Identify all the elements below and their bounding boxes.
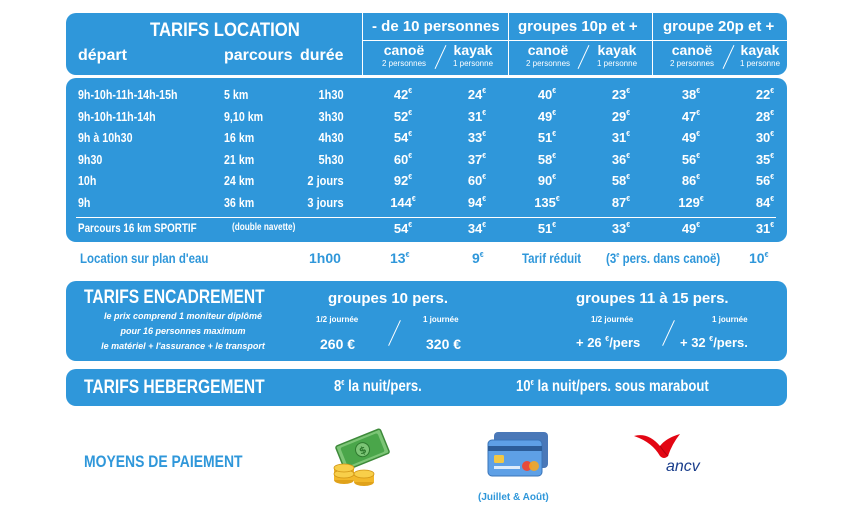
duree-text: 2 jours — [307, 173, 344, 188]
price-cell — [660, 130, 722, 145]
parcours-cell — [224, 152, 261, 167]
sportif-note — [232, 222, 309, 233]
euro-sign: € — [482, 195, 487, 203]
euro-sign: € — [482, 222, 487, 229]
euro-sign: € — [770, 88, 775, 95]
euro-sign: € — [482, 131, 487, 138]
price-cell — [372, 173, 434, 188]
kayak-sub-2: 1 personne — [596, 59, 638, 68]
price-cell — [446, 130, 508, 145]
group-title-1: - de 10 personnes — [372, 18, 500, 35]
euro-sign: € — [626, 109, 631, 117]
price-value: 29 — [611, 108, 627, 124]
parcours-cell — [224, 195, 261, 210]
price-value: 23 — [611, 87, 627, 102]
price-value: 56 — [681, 151, 697, 167]
euro-sign: € — [699, 195, 704, 203]
price-cell — [372, 109, 434, 124]
depart-cell — [78, 109, 173, 124]
depart-text: 9h à 10h30 — [78, 130, 133, 145]
table-row — [66, 151, 787, 171]
price-cell — [590, 130, 652, 145]
price-value: 22 — [755, 87, 771, 102]
parcours-cell — [224, 173, 261, 188]
group-title-2: groupes 10p et + — [518, 18, 638, 35]
price-cell — [516, 173, 578, 188]
price-value: 36 — [611, 151, 627, 167]
tarif-reduit-label: Tarif réduit — [522, 250, 582, 266]
price-value: 33 — [467, 130, 483, 145]
price-value: 37 — [467, 151, 483, 167]
euro-sign: € — [552, 131, 557, 138]
euro-sign: € — [408, 222, 413, 229]
price-value: 54 — [393, 130, 409, 145]
price-value: 52 — [393, 108, 409, 124]
price-cell — [660, 152, 722, 167]
group1-title: groupes 10 pers. — [328, 290, 449, 307]
euro-sign: € — [626, 152, 631, 160]
depart-cell — [78, 130, 145, 145]
price-value: 129 — [678, 194, 700, 210]
euro-sign: € — [626, 174, 631, 181]
price-value: 87 — [611, 194, 627, 210]
location-title: TARIFS LOCATION — [150, 20, 300, 41]
price-value: 35 — [755, 151, 771, 167]
group2-full-price: + 32 €/pers. — [680, 335, 748, 350]
price-value: 92 — [393, 173, 409, 188]
duree-text: 3h30 — [318, 108, 344, 124]
price-cell — [590, 87, 652, 102]
euro-sign: € — [626, 88, 631, 95]
group2-half-price: + 26 €/pers — [576, 335, 641, 350]
price-cell — [446, 195, 508, 210]
price-value: 31 — [467, 108, 483, 124]
paiement-title: MOYENS DE PAIEMENT — [84, 452, 243, 471]
price-value: 49 — [681, 130, 697, 145]
price-value: 60 — [393, 151, 409, 167]
price-cell — [660, 221, 722, 236]
canoe-sub-3: 2 personnes — [669, 59, 715, 68]
price-cell — [590, 221, 652, 236]
kayak-header-1: kayak — [453, 42, 493, 58]
euro-sign: € — [696, 131, 701, 138]
plan-eau-label: Location sur plan d'eau — [80, 250, 209, 266]
euro-sign: € — [408, 109, 413, 117]
price-cell — [372, 195, 434, 210]
price-table-panel — [66, 78, 787, 242]
group1-full-label: 1 journée — [423, 315, 459, 324]
price-value: 90 — [537, 173, 553, 188]
euro-sign: € — [696, 109, 701, 117]
price-cell — [516, 87, 578, 102]
depart-cell — [78, 87, 199, 102]
kayak-header-2: kayak — [597, 42, 637, 58]
sportif-row — [66, 221, 787, 241]
group1-full-price: 320 € — [426, 336, 462, 352]
canoe-sub-1: 2 personnes — [381, 59, 427, 68]
kayak-sub-3: 1 personne — [739, 59, 781, 68]
price-cell — [446, 221, 508, 236]
euro-sign: € — [552, 222, 557, 229]
hebergement-price-2: 10€ la nuit/pers. sous marabout — [516, 378, 709, 395]
price-cell — [372, 152, 434, 167]
parcours-text: 21 km — [224, 151, 255, 167]
table-row — [66, 108, 787, 128]
euro-sign: € — [552, 152, 557, 160]
depart-cell — [78, 152, 108, 167]
price-value: 60 — [467, 173, 483, 188]
tarif-reduit-price: 10€ — [749, 250, 769, 266]
table-row — [66, 129, 787, 149]
euro-sign: € — [770, 195, 775, 203]
duree-text: 3 jours — [307, 194, 344, 210]
encadrement-note-1: le prix comprend 1 moniteur diplômé — [103, 311, 263, 321]
price-cell — [734, 152, 796, 167]
price-value: 94 — [467, 194, 483, 210]
location-header-panel — [66, 13, 787, 75]
duree-cell — [276, 109, 344, 124]
ancv-logo-icon — [630, 430, 716, 480]
duree-cell — [276, 173, 344, 188]
euro-sign: € — [552, 88, 557, 95]
plan-eau-duree: 1h00 — [309, 250, 341, 266]
svg-text:$: $ — [357, 444, 369, 458]
col-parcours-label: parcours — [224, 47, 293, 64]
euro-sign: € — [552, 109, 557, 117]
parcours-cell — [224, 130, 261, 145]
price-value: 51 — [537, 130, 553, 145]
depart-text: 9h-10h-11h-14h — [78, 108, 156, 124]
euro-sign: € — [696, 174, 701, 181]
price-value: 54 — [393, 221, 409, 236]
parcours-text: 36 km — [224, 194, 255, 210]
price-value: 40 — [537, 87, 553, 102]
slash-1 — [435, 45, 447, 69]
price-cell — [590, 152, 652, 167]
plan-eau-kayak-price: 9€ — [472, 250, 484, 266]
euro-sign: € — [770, 131, 775, 138]
price-cell — [590, 195, 652, 210]
group-title-3: groupe 20p et + — [663, 18, 775, 35]
price-cell — [590, 173, 652, 188]
group2-slash — [662, 320, 675, 346]
price-value: 30 — [755, 130, 771, 145]
header-divider-1 — [362, 13, 363, 75]
canoe-header-2: canoë — [527, 42, 569, 58]
col-duree-label: durée — [300, 47, 344, 64]
duree-text: 4h30 — [318, 130, 344, 145]
parcours-cell — [224, 109, 272, 124]
euro-sign: € — [482, 152, 487, 160]
price-value: 47 — [681, 108, 697, 124]
price-cell — [734, 130, 796, 145]
credit-card-icon — [484, 428, 552, 480]
sportif-separator — [76, 217, 776, 218]
euro-sign: € — [411, 195, 416, 203]
price-cell — [372, 221, 434, 236]
euro-sign: € — [770, 174, 775, 181]
kayak-header-3: kayak — [740, 42, 780, 58]
euro-sign: € — [482, 109, 487, 117]
plan-eau-canoe-price: 13€ — [390, 250, 410, 266]
price-cell — [446, 87, 508, 102]
header-divider-3 — [652, 13, 653, 75]
price-cell — [660, 109, 722, 124]
euro-sign: € — [626, 222, 631, 229]
euro-sign: € — [408, 174, 413, 181]
group1-half-label: 1/2 journée — [316, 315, 359, 324]
kayak-sub-1: 1 personne — [452, 59, 494, 68]
euro-sign: € — [482, 88, 487, 95]
header-divider-2 — [508, 13, 509, 75]
parcours-text: 5 km — [224, 87, 249, 102]
tarif-reduit-detail: (3e pers. dans canoë) — [606, 250, 721, 266]
group2-full-label: 1 journée — [712, 315, 748, 324]
depart-text: 9h — [78, 194, 91, 210]
duree-cell — [276, 152, 344, 167]
slash-3 — [723, 45, 735, 69]
group1-slash — [388, 320, 401, 346]
euro-sign: € — [696, 222, 701, 229]
price-cell — [446, 109, 508, 124]
parcours-text: 16 km — [224, 130, 255, 145]
price-cell — [516, 221, 578, 236]
price-cell — [734, 87, 796, 102]
cash-icon — [330, 428, 394, 488]
euro-sign: € — [770, 222, 775, 229]
price-cell — [660, 195, 722, 210]
price-value: 49 — [537, 108, 553, 124]
euro-sign: € — [770, 109, 775, 117]
price-value: 42 — [393, 87, 409, 102]
canoe-header-3: canoë — [671, 42, 713, 58]
parcours-text: 24 km — [224, 173, 255, 188]
table-row — [66, 194, 787, 214]
euro-sign: € — [408, 88, 413, 95]
canoe-header-1: canoë — [383, 42, 425, 58]
ancv-text: ancv — [666, 458, 700, 475]
price-cell — [734, 173, 796, 188]
price-value: 33 — [611, 221, 627, 236]
sportif-label — [78, 221, 223, 235]
euro-sign: € — [552, 174, 557, 181]
euro-sign: € — [626, 131, 631, 138]
encadrement-title: TARIFS ENCADREMENT — [84, 287, 265, 308]
duree-text: 5h30 — [318, 151, 344, 167]
price-cell — [734, 195, 796, 210]
encadrement-note-3: le matériel + l'assurance + le transport — [101, 341, 265, 351]
price-cell — [734, 109, 796, 124]
depart-text: 9h-10h-11h-14h-15h — [78, 87, 178, 102]
price-cell — [516, 130, 578, 145]
price-cell — [372, 87, 434, 102]
header-group-underline — [362, 40, 787, 41]
depart-cell — [78, 195, 93, 210]
depart-cell — [78, 173, 100, 188]
price-cell — [660, 87, 722, 102]
price-cell — [660, 173, 722, 188]
price-value: 86 — [681, 173, 697, 188]
card-note: (Juillet & Août) — [478, 492, 549, 503]
duree-text: 1h30 — [318, 87, 344, 102]
duree-cell — [276, 195, 344, 210]
price-value: 144 — [390, 194, 412, 210]
canoe-sub-2: 2 personnes — [525, 59, 571, 68]
euro-sign: € — [770, 152, 775, 160]
euro-sign: € — [408, 131, 413, 138]
price-value: 58 — [537, 151, 553, 167]
price-cell — [734, 221, 796, 236]
table-row — [66, 172, 787, 192]
price-value: 34 — [467, 221, 483, 236]
hebergement-price-1: 8€ la nuit/pers. — [334, 378, 422, 395]
group2-half-label: 1/2 journée — [591, 315, 634, 324]
sportif-label-text: Parcours 16 km SPORTIF — [78, 221, 197, 235]
price-cell — [516, 152, 578, 167]
price-cell — [590, 109, 652, 124]
group1-half-price: 260 € — [320, 336, 356, 352]
price-value: 56 — [755, 173, 771, 188]
hebergement-panel — [66, 369, 787, 406]
sportif-note-text: (double navette) — [232, 222, 296, 233]
col-depart-label: départ — [78, 47, 127, 64]
duree-cell — [276, 87, 344, 102]
price-value: 31 — [611, 130, 627, 145]
parcours-text: 9,10 km — [224, 108, 264, 124]
depart-text: 9h30 — [78, 151, 103, 167]
price-cell — [372, 130, 434, 145]
encadrement-note-2: pour 16 personnes maximum — [120, 326, 246, 336]
price-cell — [446, 152, 508, 167]
price-cell — [446, 173, 508, 188]
euro-sign: € — [696, 152, 701, 160]
price-value: 58 — [611, 173, 627, 188]
euro-sign: € — [408, 152, 413, 160]
price-value: 31 — [755, 221, 771, 236]
price-cell — [516, 109, 578, 124]
price-value: 49 — [681, 221, 697, 236]
euro-sign: € — [482, 174, 487, 181]
price-value: 84 — [755, 194, 771, 210]
price-value: 135 — [534, 194, 556, 210]
euro-sign: € — [696, 88, 701, 95]
price-value: 51 — [537, 221, 553, 236]
price-cell — [516, 195, 578, 210]
encadrement-panel — [66, 281, 787, 361]
hebergement-title: TARIFS HEBERGEMENT — [84, 377, 265, 398]
group2-title: groupes 11 à 15 pers. — [576, 290, 729, 307]
depart-text: 10h — [78, 173, 97, 188]
price-value: 28 — [755, 108, 771, 124]
table-row — [66, 86, 787, 106]
duree-cell — [276, 130, 344, 145]
euro-sign: € — [555, 195, 560, 203]
parcours-cell — [224, 87, 254, 102]
price-value: 38 — [681, 87, 697, 102]
price-value: 24 — [467, 87, 483, 102]
euro-sign: € — [626, 195, 631, 203]
